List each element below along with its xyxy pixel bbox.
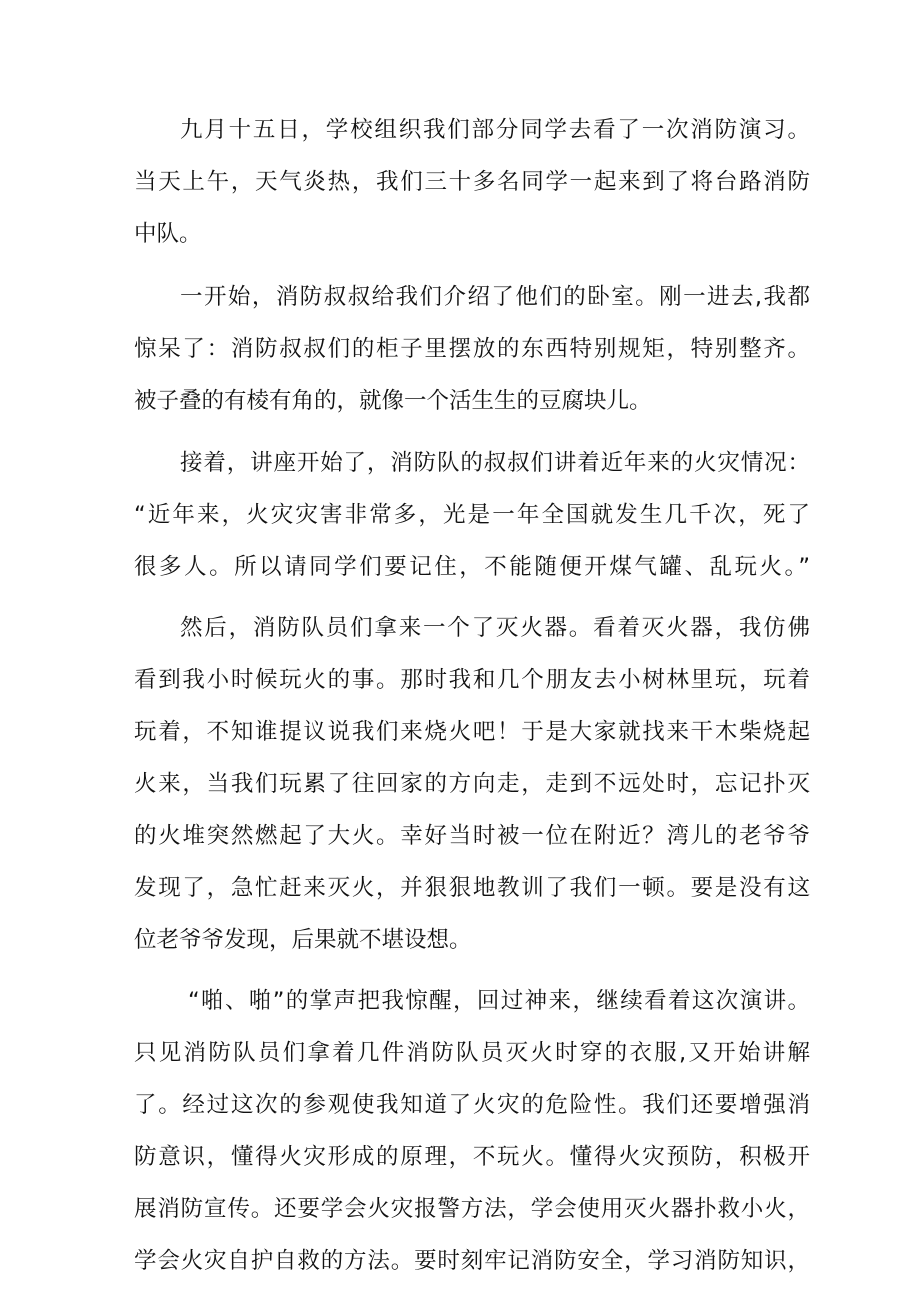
text-line: 的火堆突然燃起了大火。幸好当时被一位在附近？湾儿的老爷爷 [134, 823, 810, 849]
text-line: 被子叠的有棱有角的，就像一个活生生的豆腐块儿。 [134, 388, 652, 414]
text-line: 当天上午，天气炎热，我们三十多名同学一起来到了将台路消防 [134, 169, 810, 195]
text-line: 惊呆了：消防叔叔们的柜子里摆放的东西特别规矩，特别整齐。 [134, 336, 810, 362]
text-line: “啪、啪”的掌声把我惊醒，回过神来，继续看着这次演讲。 [188, 988, 810, 1014]
text-line: 一开始，消防叔叔给我们介绍了他们的卧室。刚一进去,我都 [180, 284, 810, 310]
text-line: 火来，当我们玩累了往回家的方向走，走到不远处时，忘记扑灭 [134, 771, 810, 797]
text-line: 学会火灾自护自救的方法。要时刻牢记消防安全，学习消防知识， [134, 1248, 810, 1274]
text-line: 中队。 [134, 221, 202, 247]
text-line: 了。经过这次的参观使我知道了火灾的危险性。我们还要增强消 [134, 1092, 810, 1118]
text-line: 接着，讲座开始了，消防队的叔叔们讲着近年来的火灾情况： [180, 450, 810, 476]
text-line: 位老爷爷发现，后果就不堪设想。 [134, 927, 472, 953]
text-line: 只见消防队员们拿着几件消防队员灭火时穿的衣服,又开始讲解 [134, 1040, 810, 1066]
text-line: “近年来，火灾灾害非常多，光是一年全国就发生几千次，死了 [134, 502, 810, 528]
text-line: 然后，消防队员们拿来一个了灭火器。看着灭火器，我仿佛 [180, 615, 810, 641]
text-line: 防意识，懂得火灾形成的原理，不玩火。懂得火灾预防，积极开 [134, 1144, 810, 1170]
text-line: 发现了，急忙赶来灭火，并狠狠地教训了我们一顿。要是没有这 [134, 875, 810, 901]
text-line: 九月十五日，学校组织我们部分同学去看了一次消防演习。 [180, 117, 810, 143]
text-line: 玩着，不知谁提议说我们来烧火吧！于是大家就找来干木柴烧起 [134, 719, 810, 745]
text-line: 展消防宣传。还要学会火灾报警方法，学会使用灭火器扑救小火， [134, 1196, 810, 1222]
text-line: 看到我小时候玩火的事。那时我和几个朋友去小树林里玩，玩着 [134, 667, 810, 693]
text-line: 很多人。所以请同学们要记住，不能随便开煤气罐、乱玩火。” [134, 554, 810, 580]
